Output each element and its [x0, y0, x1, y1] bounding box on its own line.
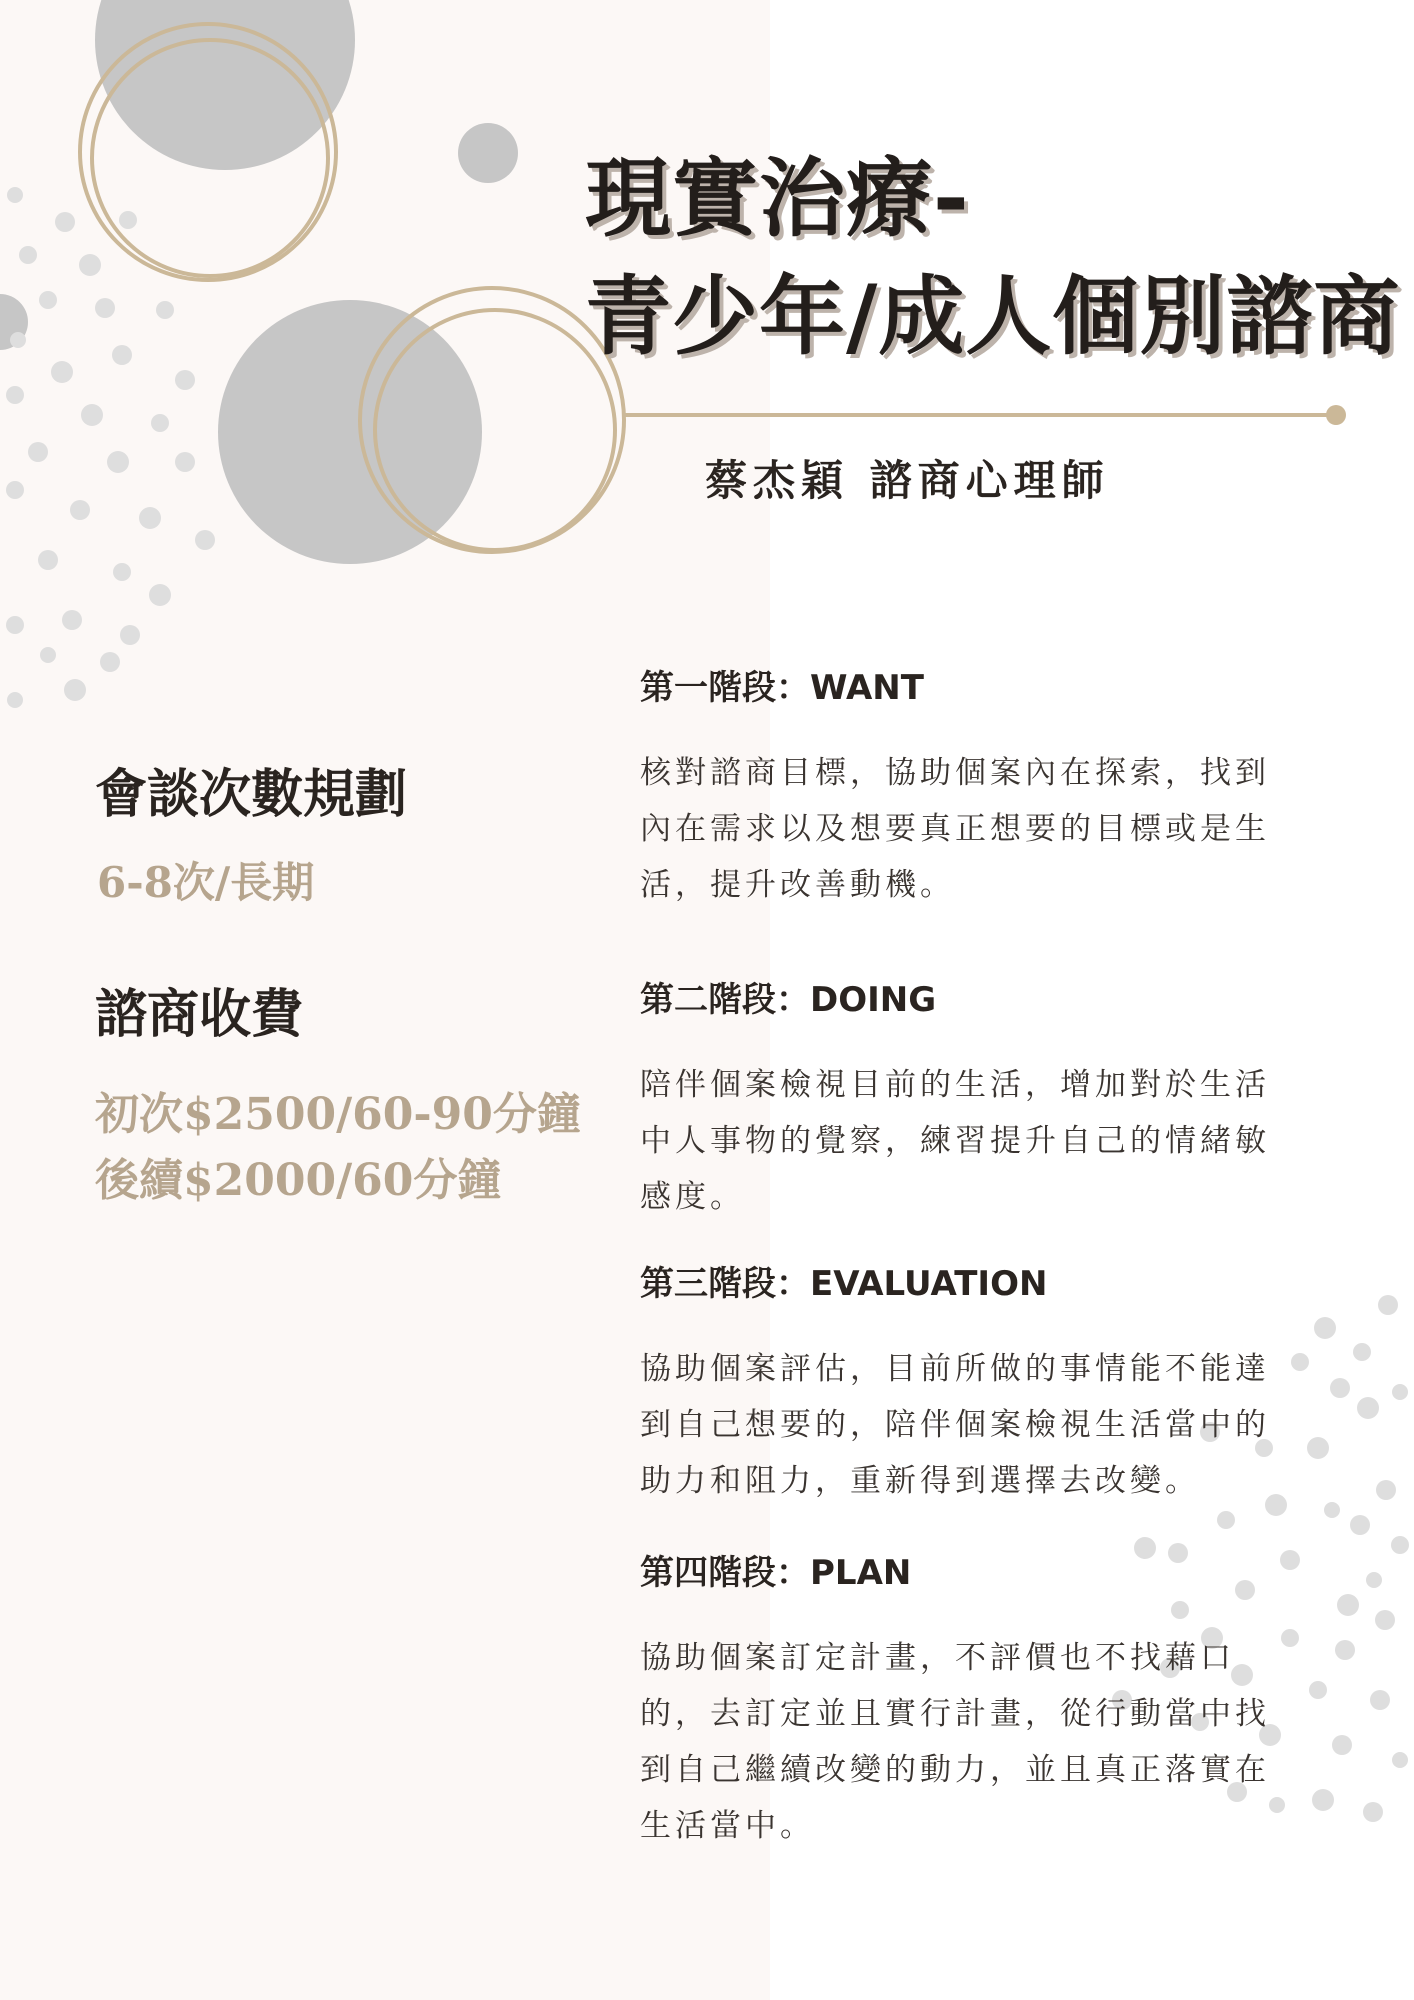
stage-text-line: 助力和阻力，重新得到選擇去改變。	[640, 1463, 1200, 1499]
counselor-name: 蔡杰穎 諮商心理師	[705, 456, 1110, 505]
stage-plan	[640, 1545, 1340, 1854]
stage-text-line: 的，去訂定並且實行計畫，從行動當中找	[640, 1696, 1270, 1732]
title-divider-dot	[1326, 405, 1346, 425]
stage-description	[640, 745, 1340, 913]
stage-title: 第三階段：EVALUATION	[640, 1264, 1048, 1304]
gray-circle-small	[458, 123, 518, 183]
session-plan-value: 6-8次/長期	[97, 858, 315, 907]
fee-followup: 後續$2000/60分鐘	[95, 1155, 502, 1206]
stage-doing	[640, 972, 1340, 1225]
stage-text-line: 核對諮商目標，協助個案內在探索，找到	[640, 755, 1270, 791]
gray-circle-mid	[218, 300, 482, 564]
stage-description	[640, 1057, 1340, 1225]
stage-text-line: 協助個案評估，目前所做的事情能不能達	[640, 1351, 1270, 1387]
fees-list	[95, 1082, 581, 1214]
stage-text-line: 感度。	[640, 1179, 745, 1215]
stage-text-line: 到自己繼續改變的動力，並且真正落實在	[640, 1752, 1270, 1788]
stage-title: 第四階段：PLAN	[640, 1553, 912, 1593]
stage-text-line: 協助個案訂定計畫，不評價也不找藉口	[640, 1640, 1235, 1676]
stage-text-line: 到自己想要的，陪伴個案檢視生活當中的	[640, 1407, 1270, 1443]
fees-heading: 諮商收費	[95, 985, 304, 1045]
title-line-2: 青少年/成人個別諮商	[585, 267, 1401, 367]
stage-text-line: 中人事物的覺察，練習提升自己的情緒敏	[640, 1123, 1270, 1159]
stage-want	[640, 660, 1340, 913]
title-line-1: 現實治療-	[585, 149, 970, 249]
stage-title: 第一階段：WANT	[640, 668, 924, 708]
stage-evaluation	[640, 1256, 1340, 1509]
stage-text-line: 陪伴個案檢視目前的生活，增加對於生活	[640, 1067, 1270, 1103]
stage-text-line: 活，提升改善動機。	[640, 867, 955, 903]
stage-title: 第二階段：DOING	[640, 980, 937, 1020]
page-title	[585, 140, 1400, 376]
fee-initial: 初次$2500/60-90分鐘	[95, 1089, 581, 1140]
stage-text-line: 內在需求以及想要真正想要的目標或是生	[640, 811, 1270, 847]
stage-description	[640, 1341, 1340, 1509]
stage-text-line: 生活當中。	[640, 1808, 815, 1844]
dot-pattern-left	[6, 187, 215, 708]
session-plan-heading: 會談次數規劃	[95, 765, 408, 825]
stage-description	[640, 1630, 1340, 1854]
